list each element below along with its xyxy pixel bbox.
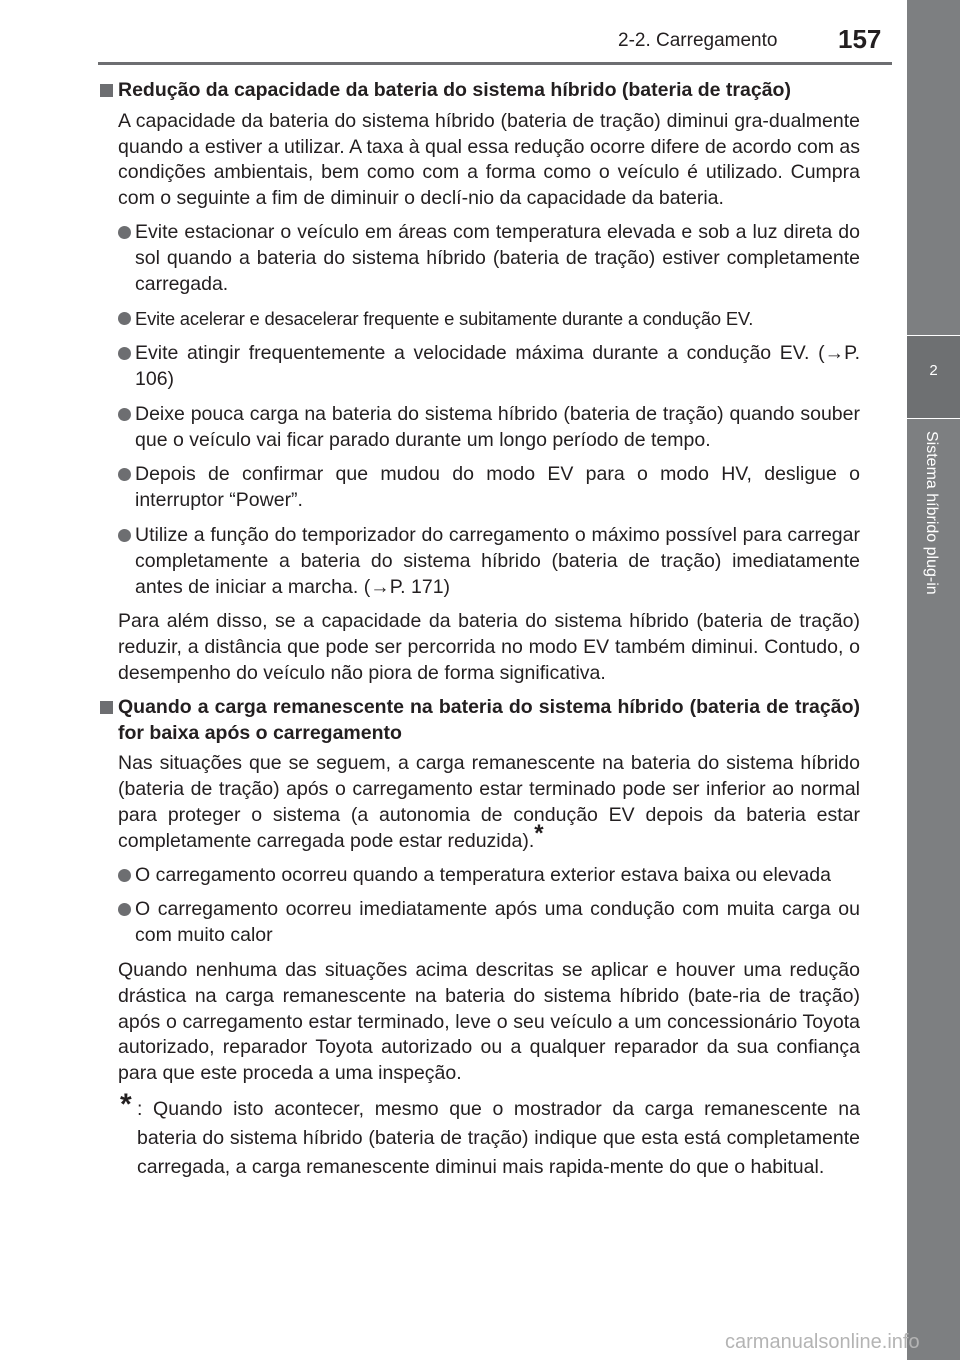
list-item-text: Evite estacionar o veículo em áreas com temperatura elevada e sob a luz direta do sol quando a bateria do sistema híbrido (bateria de tração) estiver completamente carregada. — [135, 220, 860, 295]
list-item — [118, 341, 860, 393]
watermark: carmanualsonline.info — [725, 1331, 920, 1353]
paragraph: Quando nenhuma das situações acima descritas se aplicar e houver uma redução drástica na carga remanescente na bateria do sistema híbrido (bate-ria de tração) após o carregamento estar terminado, leve o seu veículo a um concessionário Toyota autorizado, reparador Toyota autorizado ou a qualquer reparador da sua confiança para que este proceda a uma inspeção. — [118, 958, 860, 1085]
list-item — [118, 523, 860, 600]
list-item-text: O carregamento ocorreu imediatamente após uma condução com muita carga ou com muito calor — [135, 898, 860, 947]
list-item-text: O carregamento ocorreu quando a temperatura exterior estava baixa ou elevada — [135, 863, 831, 886]
chapter-title-tab — [907, 419, 960, 1360]
chapter-number-tab — [907, 336, 960, 418]
list-item — [118, 863, 860, 889]
list-item — [118, 220, 860, 297]
section-heading — [98, 695, 860, 747]
list-item — [118, 402, 860, 454]
square-bullet-icon — [100, 84, 113, 97]
header-divider — [98, 62, 892, 65]
chapter-title: Sistema híbrido plug-in — [923, 431, 940, 595]
list-item-text: Evite atingir frequentemente a velocidade máxima durante a condução EV. (→P. 106) — [135, 342, 860, 390]
footnote-marker: * — [534, 819, 544, 847]
list-item — [118, 897, 860, 949]
round-bullet-icon — [118, 408, 131, 421]
section-heading-text: Redução da capacidade da bateria do sistema híbrido (bateria de tração) — [118, 79, 791, 101]
page-header — [0, 0, 960, 68]
footnote — [120, 1087, 860, 1182]
section-title: 2-2. Carregamento — [618, 30, 778, 51]
round-bullet-icon — [118, 468, 131, 481]
paragraph — [118, 751, 860, 854]
square-bullet-icon — [100, 701, 113, 714]
paragraph-text: Nas situações que se seguem, a carga remanescente na bateria do sistema híbrido (bateria de tração) após o carregamento estar terminado pode ser inferior ao normal para proteger o sistema (a autonomia de condução EV depois da bateria estar completamente carregada pode estar reduzida). — [118, 752, 860, 852]
list-item — [118, 462, 860, 514]
round-bullet-icon — [118, 347, 131, 360]
list-item-text: Depois de confirmar que mudou do modo EV para o modo HV, desligue o interruptor “Power”. — [135, 463, 860, 512]
footnote-text: : Quando isto acontecer, mesmo que o mostrador da carga remanescente na bateria do sistema híbrido (bateria de tração) indique que esta está completamente carregada, a carga remanescente diminui mais rapida-mente do que o habitual. — [137, 1097, 860, 1178]
round-bullet-icon — [118, 903, 131, 916]
round-bullet-icon — [118, 869, 131, 882]
page-content — [98, 78, 860, 1182]
list-item-text: Utilize a função do temporizador do carregamento o máximo possível para carregar completamente a bateria do sistema híbrido (bateria de tração) imediatamente antes de iniciar a marcha. (→P. 171) — [135, 523, 860, 598]
side-tab-bar — [907, 0, 960, 335]
list-item — [118, 306, 860, 332]
list-item-text: Evite acelerar e desacelerar frequente e subitamente durante a condução EV. — [135, 308, 754, 330]
paragraph: A capacidade da bateria do sistema híbrido (bateria de tração) diminui gra-dualmente quando a estiver a utilizar. A taxa à qual essa redução ocorre difere de acordo com as condições ambientais, bem como com a forma como o veículo é utilizado. Cumpra com o seguinte a fim de diminuir o declí-nio da capacidade da bateria. — [118, 109, 860, 210]
section-heading-text: Quando a carga remanescente na bateria do sistema híbrido (bateria de tração) for baixa após o carregamento — [118, 695, 860, 744]
section-heading — [98, 78, 860, 104]
paragraph: Para além disso, se a capacidade da bateria do sistema híbrido (bateria de tração) reduzir, a distância que pode ser percorrida no modo EV também diminui. Contudo, o desempenho do veículo não piora de forma significativa. — [118, 610, 860, 684]
footnote-star: * — [120, 1087, 132, 1121]
round-bullet-icon — [118, 226, 131, 239]
page-number: 157 — [838, 24, 882, 54]
round-bullet-icon — [118, 529, 131, 542]
round-bullet-icon — [118, 312, 131, 325]
chapter-number: 2 — [929, 362, 938, 379]
list-item-text: Deixe pouca carga na bateria do sistema híbrido (bateria de tração) quando souber que o veículo vai ficar parado durante um longo período de tempo. — [135, 402, 860, 451]
